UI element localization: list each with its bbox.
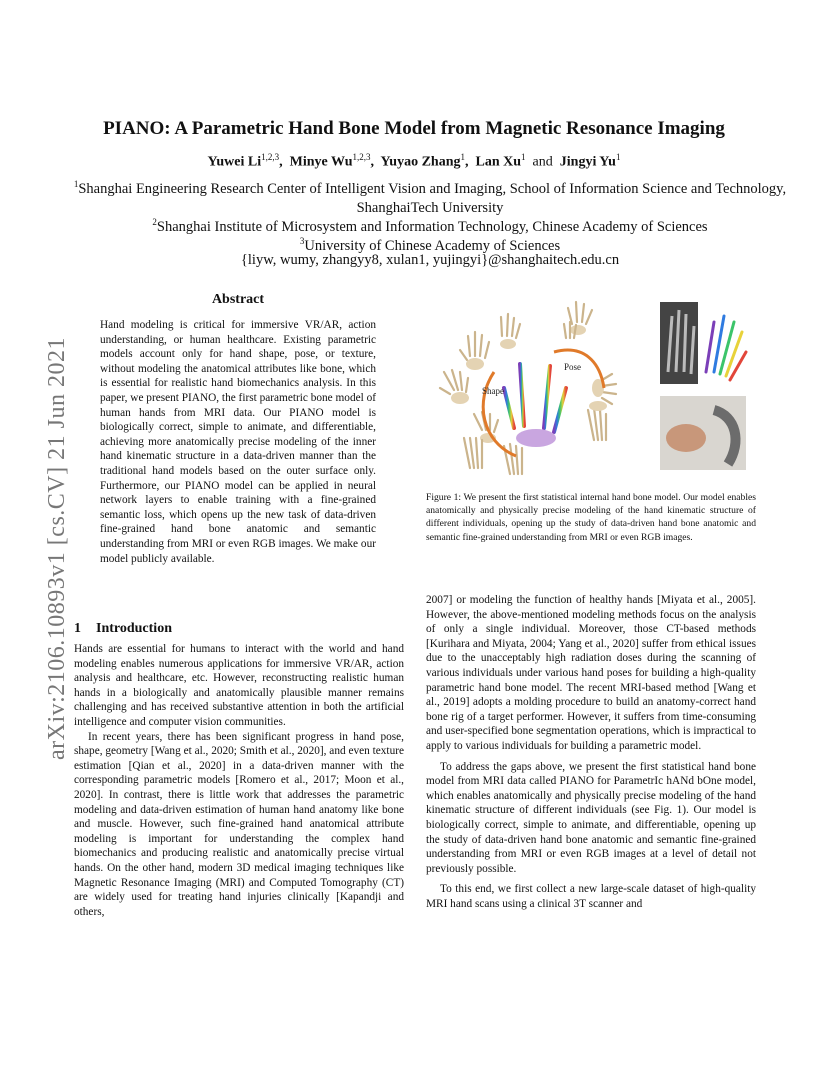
paragraph: To this end, we first collect a new large-scale dataset of high-quality MRI hand scans using a clinical 3T scanner and	[426, 883, 756, 910]
figure-1-caption: Figure 1: We present the first statistical internal hand bone model. Our model enables anatomically and physically precise modeling of the hand kinematic structure of different individuals, opening up the study of data-driven hand bone anatomic and semantic fine-grained understanding from MRI or even RGB images.	[426, 492, 756, 543]
affiliation-marker: 1	[73, 179, 79, 189]
author-affiliation-marker: 1,2,3	[261, 152, 280, 162]
section-heading-introduction	[74, 621, 172, 637]
figure-1-illustration	[424, 292, 760, 484]
affiliation-text: Shanghai Institute of Microsystem and Information Technology, Chinese Academy of Sciences	[156, 218, 708, 235]
section-title: Introduction	[96, 621, 172, 636]
author-list	[0, 152, 828, 171]
affiliation-marker: 2	[152, 217, 157, 227]
author-name: Yuwei Li	[207, 154, 262, 170]
paragraph: Hands are essential for humans to interact with the world and hand modeling enables numerous applications for immersive VR/AR, action analysis and healthcare, etc. However, reconstructing realistic human hands in a biologically and anatomically plausible manner remains challenging and has received substantive attention in both the artificial intelligence and computer vision communities.	[74, 643, 404, 728]
arxiv-stamp-text: arXiv:2106.10893v1 [cs.CV] 21 Jun 2021	[44, 337, 70, 760]
author-affiliation-marker: 1	[521, 152, 526, 162]
bone-hands-ring	[440, 302, 616, 474]
intro-right-column	[426, 593, 756, 911]
colored-bone-hand	[504, 358, 566, 432]
affiliation-text: University of Chinese Academy of Sciences	[304, 237, 561, 254]
author-affiliation-marker: 1,2,3	[352, 152, 371, 162]
paragraph: To address the gaps above, we present the first statistical hand bone model from MRI data called PIANO for ParametrIc hANd bOne model, which enables anatomically and physically precise modeling of the hand kinematic structure of different individuals (see Fig. 1). Our model is biologically correct, simple to animate, and differentiable, opening up the study of data-driven hand bone anatomic and semantic fine-grained understanding from MRI or even RGB images at a level of detail not previously possible.	[426, 760, 756, 875]
author-emails: {liyw, wumy, zhangyy8, xulan1, yujingyi}@shanghaitech.edu.cn	[240, 252, 620, 268]
affiliation-marker: 3	[299, 236, 305, 246]
shape-label: Shape	[482, 386, 504, 396]
paragraph: 2007] or modeling the function of healthy hands [Miyata et al., 2005]. However, the above-mentioned modeling methods focus on the analysis of only a single individual. Moreover, those CT-based methods [Kurihara and Miyata, 2004; Yang et al., 2020] suffer from ethical issues due to the unacceptably high radiation doses during the scanning of various individuals under various hand poses for building a high-quality parametric hand bone model. The recent MRI-based method [Wang et al., 2019] adopts a molding procedure to build an anatomy-correct hand bone rig of a target performer. However, it suffers from time-consuming and user-specified bone segmentation operations, which is impractical to apply to various individuals for building a parametric model.	[426, 594, 756, 752]
figure-1	[424, 292, 760, 484]
author-name: Lan Xu	[475, 154, 522, 170]
author-name: Jingyi Yu	[559, 154, 616, 170]
author-affiliation-marker: 1	[460, 152, 466, 162]
abstract-body: Hand modeling is critical for immersive VR/AR, action understanding, or human healthcare. Existing parametric models account only for hand shape, pose, or texture, without modeling the anatomical attributes like bone, which is essential for realistic hand biomechanics analysis. In this paper, we present PIANO, the first parametric bone model of human hands from MRI data. Our PIANO model is biologically correct, simple to animate, and differentiable, achieving more anatomically precise modeling of the inner hand kinematic structure in a data-driven manner than the traditional hand models based on the outer surface only. Furthermore, our PIANO model can be applied in neural network layers to enable training with a fine-grained semantic loss, which opens up the new task of data-driven fine-grained hand bone anatomic and semantic understanding from MRI or even RGB images. We make our model publicly available.	[100, 319, 376, 565]
affiliation-1	[60, 175, 800, 218]
author-conjunction: and	[532, 154, 553, 170]
intro-left-column	[74, 642, 404, 919]
author-separator: ,	[370, 154, 374, 170]
carpal-bones	[516, 429, 556, 447]
author-separator: ,	[279, 154, 283, 170]
arxiv-stamp	[18, 290, 70, 760]
author-separator: ,	[465, 154, 469, 170]
section-number: 1	[74, 621, 81, 636]
author-affiliation-marker: 1	[615, 152, 621, 162]
affiliation-text: Shanghai Engineering Research Center of Intelligent Vision and Imaging, School of Information Science and Technology, ShanghaiTech University	[78, 180, 787, 216]
pose-label: Pose	[564, 362, 582, 372]
author-name: Yuyao Zhang	[380, 154, 461, 170]
mri-bone-overlay	[706, 316, 746, 380]
paper-title: PIANO: A Parametric Hand Bone Model from Magnetic Resonance Imaging	[103, 118, 725, 139]
author-name: Minye Wu	[289, 154, 353, 170]
paragraph: In recent years, there has been significant progress in hand pose, shape, geometry [Wang et al., 2020; Smith et al., 2020], and even texture estimation [Qian et al., 2020] in a data-driven manner with the corresponding parametric models [Romero et al., 2017; Moon et al., 2020]. In contrast, there is little work that addresses the parametric modeling and data-driven estimation of human hand anatomy like bone and muscle. However, such fine-grained hand anatomical attribute modeling is important for understanding the complex hand biomechanics and producing realistic and anatomically precise virtual hands. On the other hand, modern 3D medical imaging techniques like Magnetic Resonance Imaging (MRI) and Computed Tomography (CT) are widely used for treating hand injuries clinically [Kapandji and others,	[74, 730, 404, 918]
abstract-heading: Abstract	[211, 292, 265, 307]
